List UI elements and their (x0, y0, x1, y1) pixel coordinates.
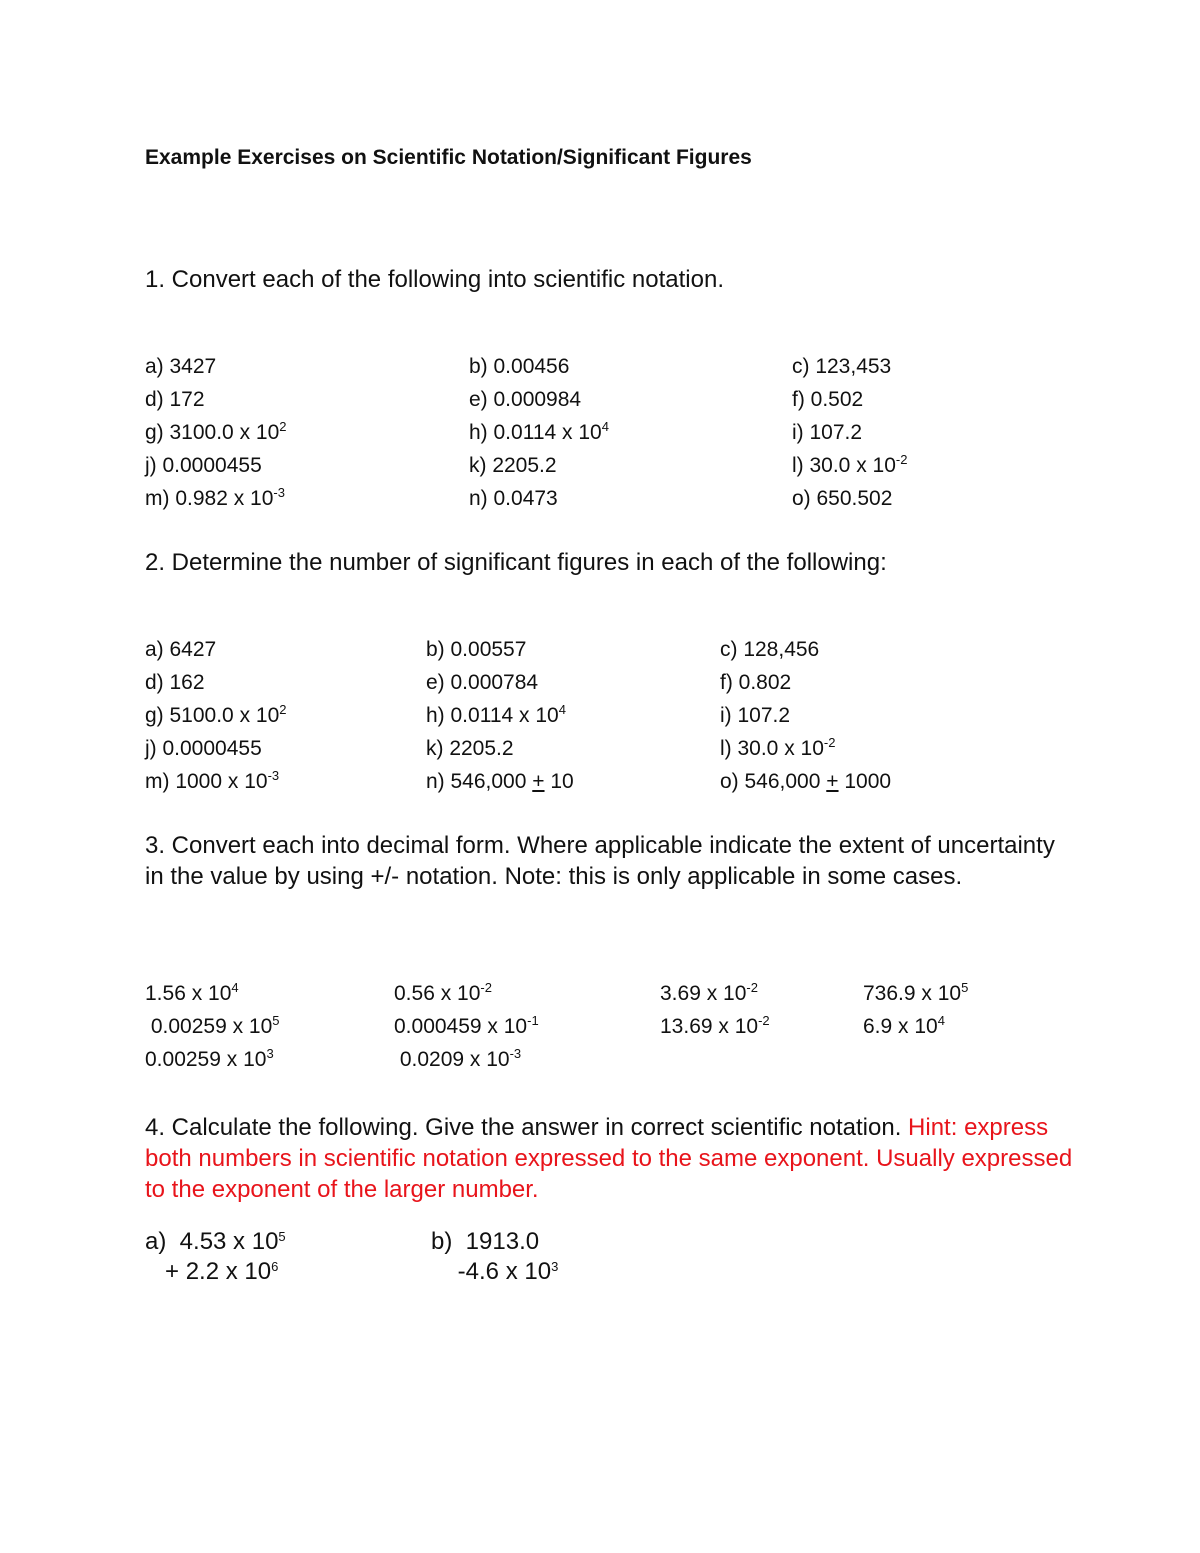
exercise-item: + 2.2 x $10^6$ (145, 1258, 279, 1285)
exercise-item: i) 107.2 (792, 421, 863, 444)
exercise-item: n) 0.0473 (469, 487, 558, 510)
exercise-item: m) 1000 x $10^{-3}$ (145, 768, 280, 793)
exercise-item: 736.9 x $10^5$ (863, 980, 969, 1005)
question-4-hint: Hint: express both numbers in scientific notation expressed to the same exponent. Usually expressed to the exponent of the larger number. (145, 1114, 1073, 1203)
exercise-item: 0.0209 x $10^{-3}$ (394, 1046, 522, 1071)
exercise-item: n) 546,000 + 10 (426, 770, 574, 793)
exponent: -2 (823, 735, 836, 750)
exponent: 3 (266, 1046, 274, 1061)
exponent: -2 (895, 452, 908, 467)
exercise-item: a) 6427 (145, 638, 217, 661)
question-2-prompt: 2. Determine the number of significant figures in each of the following: (145, 549, 887, 576)
exponent: 4 (558, 702, 566, 717)
exercise-item: e) 0.000984 (469, 388, 582, 411)
exponent: 4 (601, 419, 609, 434)
exercise-item: o) 650.502 (792, 487, 893, 510)
exercise-item: j) 0.0000455 (145, 454, 262, 477)
exercise-item: k) 2205.2 (426, 737, 514, 760)
exponent: -1 (527, 1013, 539, 1028)
exercise-item: l) 30.0 x $10^{-2}$ (792, 452, 908, 477)
exercise-item: b) 0.00557 (426, 638, 527, 661)
question-1-prompt: 1. Convert each of the following into scientific notation. (145, 266, 724, 293)
exponent: 6 (271, 1259, 279, 1274)
exercise-item: d) 162 (145, 671, 205, 694)
exercise-item: 6.9 x $10^4$ (863, 1013, 945, 1038)
exercise-item: k) 2205.2 (469, 454, 557, 477)
exponent: 4 (937, 1013, 945, 1028)
question-4-text: 4. Calculate the following. Give the answer in correct scientific notation. (145, 1114, 909, 1141)
exponent: -3 (509, 1046, 522, 1061)
exercise-item: h) 0.0114 x $10^4$ (426, 702, 566, 727)
question-4-prompt (145, 1112, 1075, 1205)
exercise-item: h) 0.0114 x $10^4$ (469, 419, 609, 444)
exercise-item: o) 546,000 + 1000 (720, 770, 892, 793)
exercise-item: a) 4.53 x $10^5$ (145, 1228, 286, 1255)
exercise-item: c) 123,453 (792, 355, 892, 378)
exercise-item: g) 5100.0 x $10^2$ (145, 702, 287, 727)
exercise-item: a) 3427 (145, 355, 217, 378)
exercise-item: e) 0.000784 (426, 671, 539, 694)
exercise-item: 3.69 x $10^{-2}$ (660, 980, 758, 1005)
exercise-item: m) 0.982 x $10^{-3}$ (145, 485, 285, 510)
question-3-prompt: 3. Convert each into decimal form. Where applicable indicate the extent of uncertainty in the value by using +/- notation. Note: this is only applicable in some cases. (145, 832, 1055, 890)
exponent: 2 (279, 702, 287, 717)
exponent: 5 (272, 1013, 280, 1028)
exponent: 5 (278, 1229, 286, 1244)
exponent: -2 (758, 1013, 770, 1028)
exercise-item: j) 0.0000455 (145, 737, 262, 760)
exponent: 5 (961, 980, 969, 995)
exercise-item: f) 0.802 (720, 671, 792, 694)
plus-minus-sign: + (826, 770, 839, 793)
exercise-item: c) 128,456 (720, 638, 820, 661)
exercise-item: l) 30.0 x $10^{-2}$ (720, 735, 836, 760)
exercise-item: 0.00259 x $10^5$ (145, 1013, 280, 1038)
exercise-item: 0.00259 x $10^3$ (145, 1046, 274, 1071)
exercise-item: f) 0.502 (792, 388, 864, 411)
exercise-item: 1.56 x $10^4$ (145, 980, 239, 1005)
exercise-item: 0.56 x $10^{-2}$ (394, 980, 492, 1005)
exercise-item: 0.000459 x $10^{-1}$ (394, 1013, 539, 1038)
plus-minus-sign: + (532, 770, 545, 793)
exercise-item: g) 3100.0 x $10^2$ (145, 419, 287, 444)
exponent: 3 (551, 1259, 559, 1274)
exponent: -3 (273, 485, 285, 500)
exercise-item: -4.6 x $10^3$ (431, 1258, 559, 1285)
exercise-item: 13.69 x $10^{-2}$ (660, 1013, 770, 1038)
exponent: -3 (267, 768, 280, 783)
exercise-item: d) 172 (145, 388, 205, 411)
exponent: -2 (480, 980, 492, 995)
exponent: -2 (746, 980, 758, 995)
exercise-item: i) 107.2 (720, 704, 791, 727)
exponent: 4 (231, 980, 239, 995)
exercise-item: b) 1913.0 (431, 1228, 540, 1255)
worksheet-title: Example Exercises on Scientific Notation/Significant Figures (145, 146, 752, 169)
exponent: 2 (279, 419, 287, 434)
exercise-item: b) 0.00456 (469, 355, 570, 378)
